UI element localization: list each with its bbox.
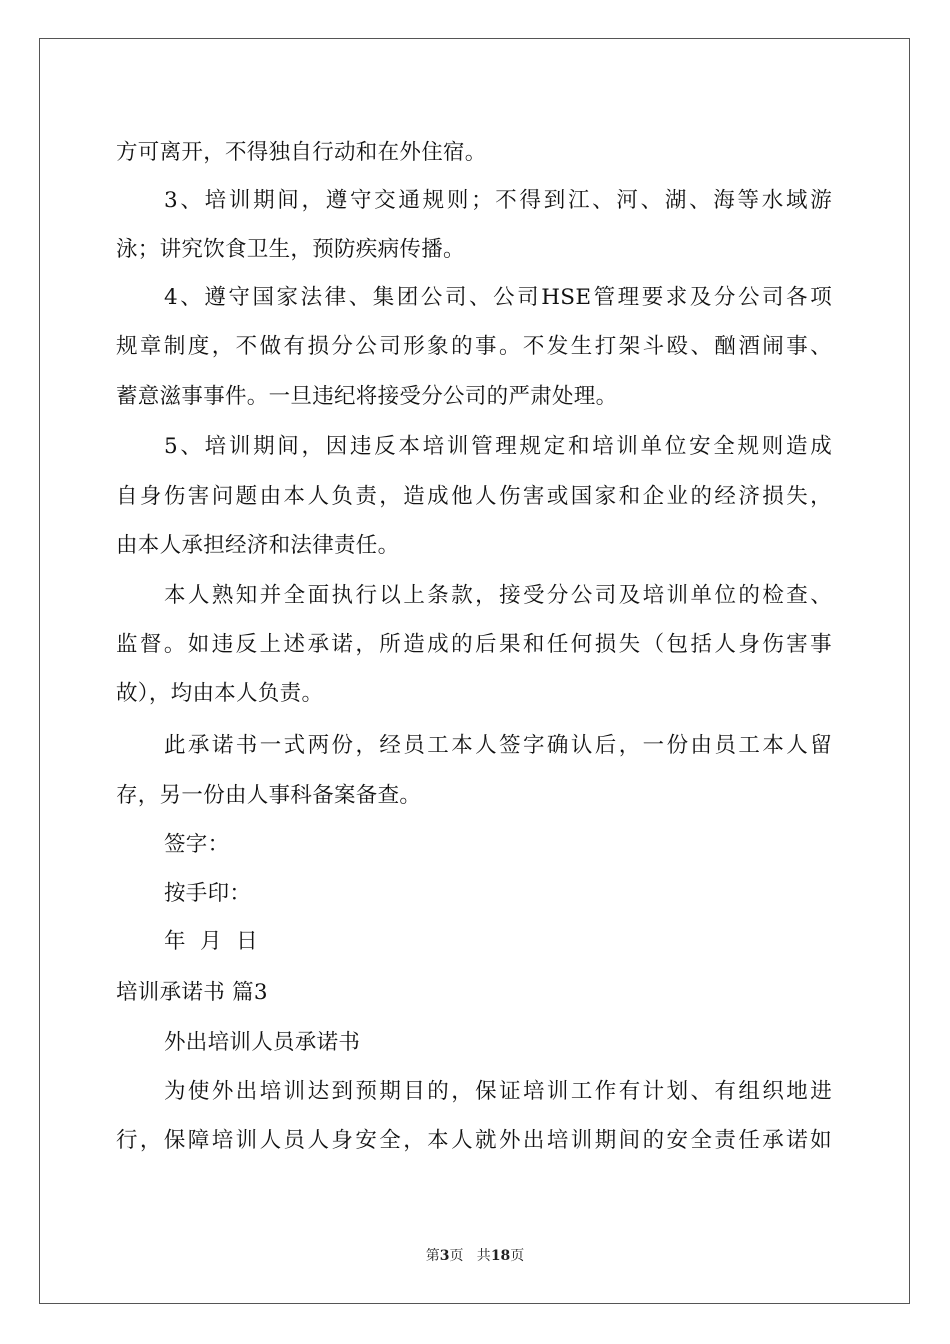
text-line: 故），均由本人负责。	[116, 681, 324, 706]
page-border	[39, 38, 910, 1304]
text-line: 4、遵守国家法律、集团公司、公司HSE管理要求及分公司各项	[164, 285, 832, 310]
letter-title: 外出培训人员承诺书	[164, 1030, 361, 1055]
text-line: 5、培训期间，因违反本培训管理规定和培训单位安全规则造成	[164, 434, 832, 459]
footer-prefix: 第	[425, 1248, 440, 1264]
total-page-count: 18	[490, 1248, 511, 1264]
text-line: 为使外出培训达到预期目的，保证培训工作有计划、有组织地进	[164, 1079, 832, 1104]
text-line: 本人熟知并全面执行以上条款，接受分公司及培训单位的检查、	[164, 583, 832, 608]
text-line: 监督。如违反上述承诺，所造成的后果和任何损失（包括人身伤害事	[116, 632, 832, 657]
text-line: 3、培训期间，遵守交通规则；不得到江、河、湖、海等水域游	[164, 188, 832, 213]
text-line: 方可离开，不得独自行动和在外住宿。	[116, 140, 487, 165]
text-line: 泳；讲究饮食卫生，预防疾病传播。	[116, 237, 465, 262]
signature-label: 签字：	[164, 832, 230, 857]
fingerprint-label: 按手印：	[164, 881, 252, 906]
text-line: 自身伤害问题由本人负责，造成他人伤害或国家和企业的经济损失，	[116, 484, 832, 509]
footer-mid: 页 共	[449, 1248, 491, 1264]
section-heading: 培训承诺书 篇3	[116, 980, 268, 1005]
text-line: 由本人承担经济和法律责任。	[116, 533, 400, 558]
text-line: 存，另一份由人事科备案备查。	[116, 783, 422, 808]
current-page-number: 3	[439, 1248, 450, 1264]
text-line: 规章制度，不做有损分公司形象的事。不发生打架斗殴、酗酒闹事、	[116, 334, 832, 359]
text-line: 行，保障培训人员人身安全，本人就外出培训期间的安全责任承诺如	[116, 1128, 832, 1153]
text-line: 蓄意滋事事件。一旦违纪将接受分公司的严肃处理。	[116, 384, 618, 409]
page-footer	[0, 1246, 950, 1266]
footer-suffix: 页	[510, 1248, 525, 1264]
text-line: 此承诺书一式两份，经员工本人签字确认后，一份由员工本人留	[164, 733, 832, 758]
date-line: 年 月 日	[164, 929, 258, 954]
